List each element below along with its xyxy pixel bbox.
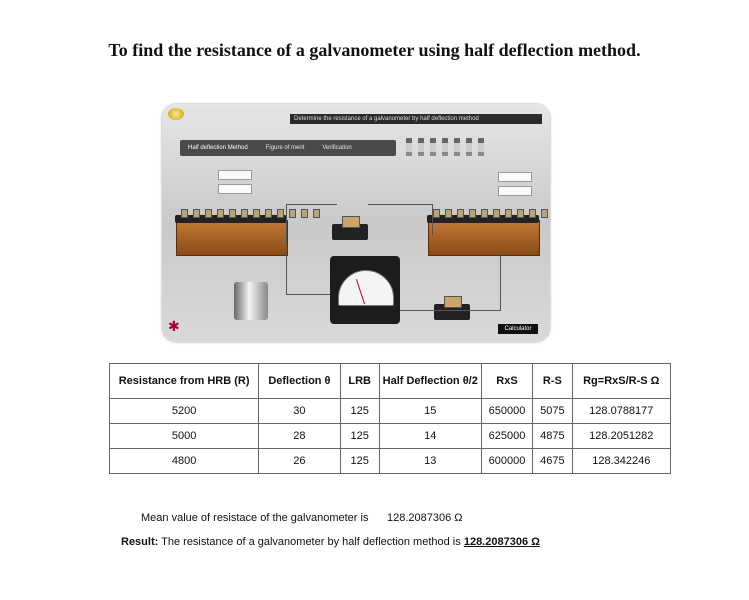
header-deflection: Deflection θ — [259, 364, 340, 399]
readout-field-2 — [454, 186, 532, 196]
select-field-2 — [174, 184, 252, 194]
header-resistance-hrb: Resistance from HRB (R) — [110, 364, 259, 399]
cell-half: 14 — [379, 424, 481, 449]
cell-lrb: 125 — [340, 399, 379, 424]
cell-rg: 128.2051282 — [572, 424, 670, 449]
cell-rs: 5075 — [533, 399, 572, 424]
header-rxs: RxS — [481, 364, 532, 399]
mean-label: Mean value of resistace of the galvanometer is — [141, 512, 369, 524]
resistance-plugs[interactable] — [406, 138, 484, 156]
result-value: 128.2087306 Ω — [463, 536, 540, 548]
table-row — [110, 399, 671, 424]
cell-rs: 4675 — [533, 449, 572, 474]
cell-lrb: 125 — [340, 424, 379, 449]
cell-deflection: 28 — [259, 424, 340, 449]
mean-value: 128.2087306 Ω — [387, 512, 463, 524]
observation-table — [109, 363, 671, 474]
cell-r: 5000 — [110, 424, 259, 449]
cell-rxs: 600000 — [481, 449, 532, 474]
plug-icon[interactable] — [418, 138, 424, 156]
header-r-minus-s: R-S — [533, 364, 572, 399]
high-resistance-box[interactable] — [176, 220, 288, 256]
cell-rxs: 650000 — [481, 399, 532, 424]
plug-icon[interactable] — [454, 138, 460, 156]
calculator-button[interactable]: Calculator — [498, 324, 538, 334]
plug-icon[interactable] — [406, 138, 412, 156]
select-field-1 — [174, 170, 252, 180]
table-row — [110, 449, 671, 474]
plug-key-1[interactable] — [332, 224, 368, 240]
result-line — [121, 536, 540, 548]
select-dropdown[interactable] — [218, 170, 252, 180]
cell-lrb: 125 — [340, 449, 379, 474]
cell-deflection: 26 — [259, 449, 340, 474]
cell-deflection: 30 — [259, 399, 340, 424]
mean-value-line — [141, 512, 463, 524]
plug-icon[interactable] — [442, 138, 448, 156]
page-title: To find the resistance of a galvanometer using half deflection method. — [108, 40, 641, 60]
result-text: The resistance of a galvanometer by half deflection method is — [161, 536, 461, 548]
cell-rg: 128.0788177 — [572, 399, 670, 424]
select-dropdown[interactable] — [218, 184, 252, 194]
cell-half: 13 — [379, 449, 481, 474]
battery-cell — [234, 282, 268, 320]
plug-icon[interactable] — [466, 138, 472, 156]
header-lrb: LRB — [340, 364, 379, 399]
galvanometer — [330, 256, 400, 324]
lab-emblem-icon: ✱ — [168, 318, 180, 334]
header-half-deflection: Half Deflection θ/2 — [379, 364, 481, 399]
cell-r: 5200 — [110, 399, 259, 424]
readout-box — [498, 186, 532, 196]
table-row — [110, 424, 671, 449]
result-label: Result: — [121, 536, 159, 548]
tab-figure-of-merit[interactable]: Figure of merit — [265, 145, 305, 151]
tab-verification[interactable]: Verification — [322, 145, 352, 151]
lab-logo-icon — [168, 108, 184, 120]
low-resistance-box[interactable] — [428, 220, 540, 256]
cell-half: 15 — [379, 399, 481, 424]
plug-icon[interactable] — [430, 138, 436, 156]
plug-icon[interactable] — [478, 138, 484, 156]
readout-field-1 — [454, 172, 532, 182]
simulation-tabs — [180, 140, 396, 156]
readout-box — [498, 172, 532, 182]
header-rg: Rg=RxS/R-S Ω — [572, 364, 670, 399]
cell-rs: 4875 — [533, 424, 572, 449]
simulation-screenshot — [162, 104, 550, 342]
connecting-wire — [286, 204, 337, 245]
cell-rxs: 625000 — [481, 424, 532, 449]
cell-rg: 128.342246 — [572, 449, 670, 474]
connecting-wire — [400, 254, 501, 311]
simulation-header: Determine the resistance of a galvanometer by half deflection method — [290, 114, 542, 124]
tab-half-deflection[interactable]: Half deflection Method — [188, 145, 248, 151]
table-header-row — [110, 364, 671, 399]
connecting-wire — [368, 204, 433, 235]
cell-r: 4800 — [110, 449, 259, 474]
